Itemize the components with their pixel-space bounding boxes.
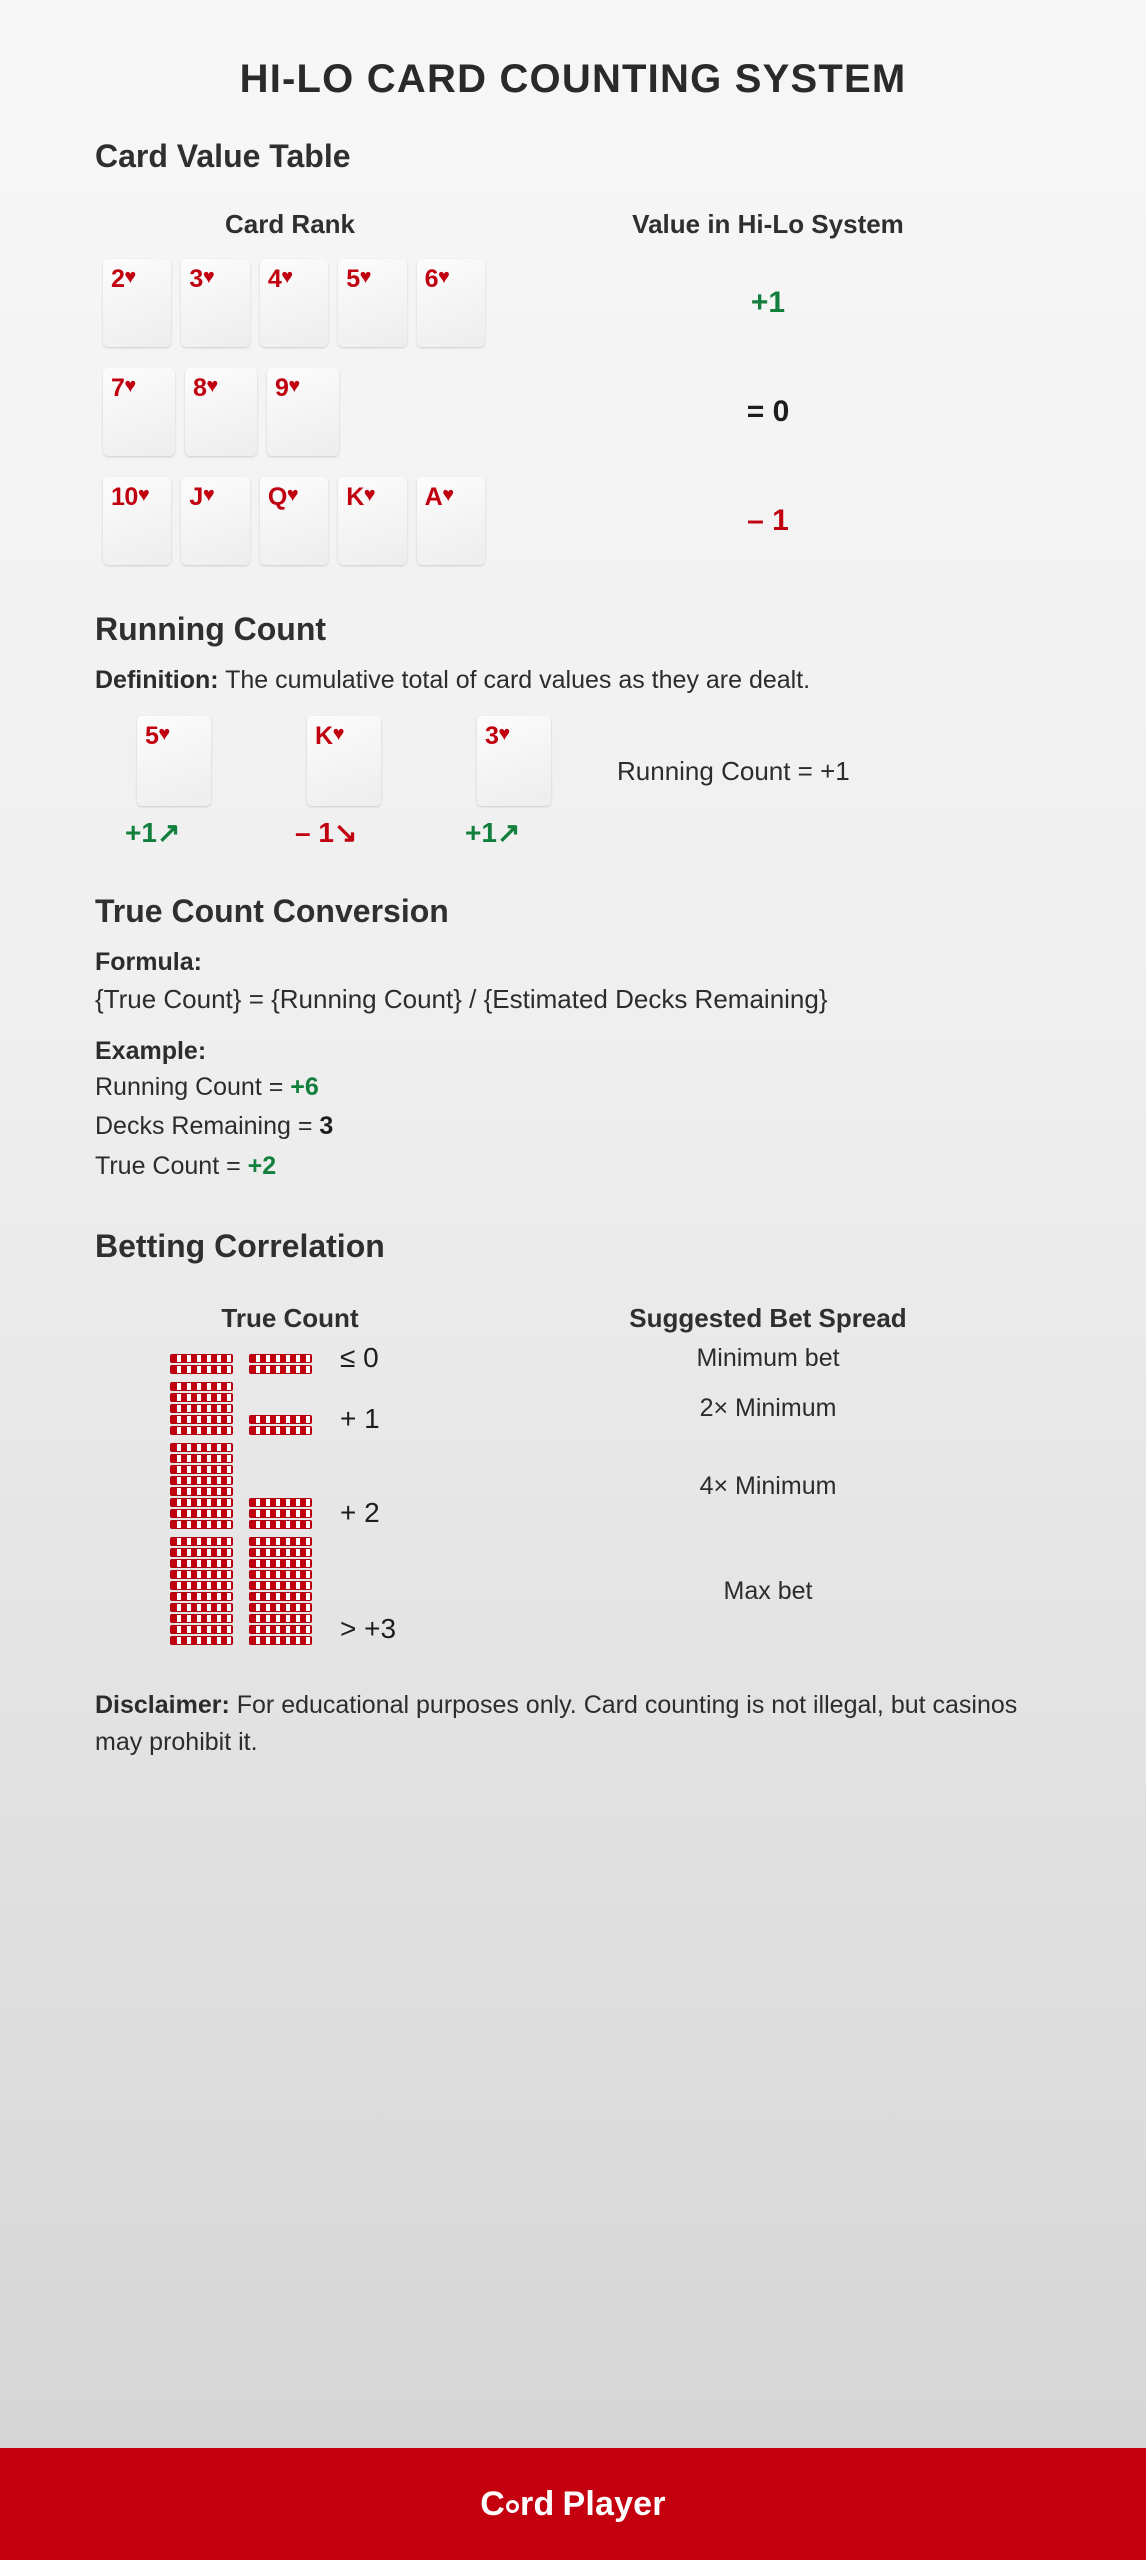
column-header-true-count: True Count — [221, 1303, 359, 1334]
bet-spread-value: 2× Minimum — [699, 1394, 837, 1423]
table-row — [95, 475, 1051, 567]
running-count-total: Running Count = +1 — [617, 756, 850, 787]
disclaimer-text: For educational purposes only. Card counting is not illegal, but casinos may prohibit it. — [95, 1691, 1018, 1756]
poker-chip — [170, 1581, 233, 1590]
true-count-value: + 1 — [340, 1403, 380, 1435]
poker-chip — [170, 1476, 233, 1485]
card-rank-label: 7 — [111, 374, 125, 402]
poker-chip — [170, 1570, 233, 1579]
bet-spread-value: Max bet — [723, 1576, 813, 1605]
true-count-value: + 2 — [340, 1497, 380, 1529]
playing-card — [103, 477, 171, 565]
poker-chip — [170, 1354, 233, 1363]
playing-card — [185, 368, 257, 456]
chip-stacks — [170, 1382, 330, 1435]
true-count-value: > +3 — [340, 1613, 397, 1645]
table-row — [95, 366, 1051, 458]
footer-bar — [0, 2448, 1146, 2560]
poker-chip — [249, 1636, 312, 1645]
chip-stack-left — [170, 1354, 233, 1374]
card-value-zero: = 0 — [746, 395, 790, 428]
running-count-delta: – 1↘ — [295, 817, 358, 849]
definition-label: Definition: — [95, 666, 219, 694]
heart-icon: ♥ — [202, 484, 215, 506]
poker-chip — [249, 1415, 312, 1424]
running-count-example-2 — [295, 716, 397, 849]
table-row — [95, 1443, 1051, 1529]
card-rank-label: 10 — [111, 483, 138, 511]
table-row — [95, 1342, 1051, 1374]
poker-chip — [170, 1443, 233, 1452]
betting-table-header — [95, 1303, 1051, 1334]
page-title: HI-LO CARD COUNTING SYSTEM — [239, 57, 907, 101]
chip-stack-right — [249, 1354, 312, 1374]
example-running-count-value: +6 — [290, 1072, 319, 1101]
chip-stacks — [170, 1537, 330, 1645]
card-rank-label: 3 — [485, 722, 499, 751]
heart-icon: ♥ — [206, 375, 218, 397]
poker-chip — [249, 1592, 312, 1601]
example-label: Example: — [95, 1036, 207, 1065]
card-group-high — [95, 477, 485, 565]
heart-icon: ♥ — [363, 484, 376, 506]
example-decks-remaining: Decks Remaining = 3 — [95, 1112, 334, 1141]
card-rank-label: J — [189, 483, 203, 511]
section-heading-true-count: True Count Conversion — [95, 893, 449, 930]
cardplayer-logo: C rd Player — [480, 2484, 666, 2523]
running-count-example-row — [95, 716, 1051, 849]
poker-chip — [170, 1415, 233, 1424]
poker-chip — [249, 1509, 312, 1518]
card-rank-label: 9 — [275, 374, 289, 402]
poker-chip — [249, 1426, 312, 1435]
heart-icon: ♥ — [124, 375, 136, 397]
table-row — [95, 1382, 1051, 1435]
poker-chip — [249, 1520, 312, 1529]
example-true-count: True Count = +2 — [95, 1151, 277, 1180]
playing-card — [181, 477, 249, 565]
poker-chip — [170, 1509, 233, 1518]
example-running-count: Running Count = +6 — [95, 1072, 319, 1101]
example-true-count-value: +2 — [247, 1151, 277, 1180]
playing-card — [103, 259, 171, 347]
chip-stack-left — [170, 1537, 233, 1645]
poker-chip — [249, 1625, 312, 1634]
bet-spread-value: Minimum bet — [696, 1343, 840, 1372]
card-group-low — [95, 259, 485, 347]
card-value-plus-one: +1 — [750, 286, 786, 319]
true-count-value: ≤ 0 — [340, 1342, 379, 1374]
poker-chip — [249, 1354, 312, 1363]
column-header-value: Value in Hi-Lo System — [632, 209, 904, 239]
poker-chip — [170, 1625, 233, 1634]
playing-card — [477, 716, 551, 806]
heart-icon: ♥ — [332, 723, 344, 746]
card-value-table-header — [95, 209, 1051, 240]
table-row — [95, 257, 1051, 349]
column-header-card-rank: Card Rank — [224, 209, 356, 239]
poker-chip — [249, 1498, 312, 1507]
poker-chip — [170, 1592, 233, 1601]
running-count-delta: +1↗ — [465, 817, 521, 849]
disclaimer — [95, 1687, 1051, 1760]
playing-card — [137, 716, 211, 806]
poker-chip — [170, 1426, 233, 1435]
heart-icon: ♥ — [498, 723, 510, 746]
disclaimer-label: Disclaimer: — [95, 1691, 230, 1720]
arrow-up-icon: ↗ — [496, 817, 521, 849]
heart-icon: ♥ — [442, 484, 454, 506]
arrow-up-icon: ↗ — [156, 817, 181, 849]
poker-chip — [170, 1365, 233, 1374]
section-heading-running-count: Running Count — [95, 611, 327, 647]
chip-stacks — [170, 1354, 330, 1374]
running-count-delta: +1↗ — [125, 817, 181, 849]
card-rank-label: 2 — [111, 265, 125, 293]
card-group-neutral — [95, 368, 485, 456]
chip-stack-left — [170, 1382, 233, 1435]
poker-chip — [249, 1603, 312, 1612]
heart-icon: ♥ — [158, 723, 170, 746]
poker-chip — [170, 1614, 233, 1623]
poker-chip — [249, 1570, 312, 1579]
playing-card — [338, 477, 406, 565]
running-count-example-3 — [465, 716, 567, 849]
poker-chip — [170, 1559, 233, 1568]
card-rank-label: 3 — [189, 265, 203, 293]
running-count-example-1 — [125, 716, 227, 849]
playing-card — [267, 368, 339, 456]
chip-stack-right — [249, 1415, 312, 1435]
poker-chip — [249, 1559, 312, 1568]
section-heading-betting-correlation: Betting Correlation — [95, 1228, 385, 1265]
bet-spread-value: 4× Minimum — [699, 1471, 837, 1500]
card-rank-label: Q — [267, 483, 287, 511]
card-rank-label: 5 — [145, 722, 159, 751]
formula-text: {True Count} = {Running Count} / {Estimated Decks Remaining} — [95, 984, 828, 1015]
arrow-down-icon: ↘ — [333, 817, 358, 849]
poker-chip — [170, 1465, 233, 1474]
poker-chip — [249, 1548, 312, 1557]
heart-icon: ♥ — [288, 375, 300, 397]
table-row — [95, 1537, 1051, 1645]
heart-icon: ♥ — [281, 266, 293, 288]
poker-chip — [170, 1537, 233, 1546]
chip-stack-right — [249, 1537, 312, 1645]
chip-stack-left — [170, 1443, 233, 1529]
running-count-definition — [95, 662, 1051, 698]
poker-chip — [170, 1548, 233, 1557]
card-rank-label: 4 — [267, 265, 282, 293]
playing-card — [417, 259, 485, 347]
playing-card — [260, 259, 328, 347]
card-rank-label: 8 — [193, 374, 207, 402]
card-rank-label: 6 — [424, 265, 439, 293]
example-decks-value: 3 — [319, 1112, 334, 1141]
column-header-bet-spread: Suggested Bet Spread — [629, 1303, 907, 1334]
poker-chip — [170, 1382, 233, 1391]
heart-icon: ♥ — [286, 484, 299, 506]
card-rank-label: K — [346, 483, 364, 511]
card-rank-label: K — [315, 722, 333, 751]
section-heading-card-value-table: Card Value Table — [95, 138, 351, 174]
poker-chip — [170, 1404, 233, 1413]
poker-chip — [170, 1636, 233, 1645]
playing-card — [103, 368, 175, 456]
playing-card — [307, 716, 381, 806]
poker-chip — [170, 1603, 233, 1612]
chip-stacks — [170, 1443, 330, 1529]
poker-chip — [170, 1454, 233, 1463]
poker-chip — [170, 1520, 233, 1529]
heart-icon: ♥ — [137, 484, 150, 506]
poker-chip — [249, 1537, 312, 1546]
poker-chip — [170, 1393, 233, 1402]
heart-icon: ♥ — [124, 266, 136, 288]
card-value-minus-one: – 1 — [747, 504, 789, 537]
card-rank-label: 5 — [346, 265, 360, 293]
poker-chip — [249, 1614, 312, 1623]
card-rank-label: A — [424, 483, 443, 511]
poker-chip — [249, 1365, 312, 1374]
logo-circle-icon — [506, 2500, 519, 2513]
formula-label: Formula: — [95, 948, 202, 977]
heart-icon: ♥ — [202, 266, 215, 288]
playing-card — [338, 259, 406, 347]
playing-card — [260, 477, 328, 565]
poker-chip — [170, 1487, 233, 1496]
chip-stack-right — [249, 1498, 312, 1529]
poker-chip — [170, 1498, 233, 1507]
heart-icon: ♥ — [438, 266, 450, 288]
playing-card — [181, 259, 249, 347]
definition-text: The cumulative total of card values as they are dealt. — [218, 666, 811, 694]
playing-card — [417, 477, 485, 565]
poker-chip — [249, 1581, 312, 1590]
heart-icon: ♥ — [359, 266, 371, 288]
